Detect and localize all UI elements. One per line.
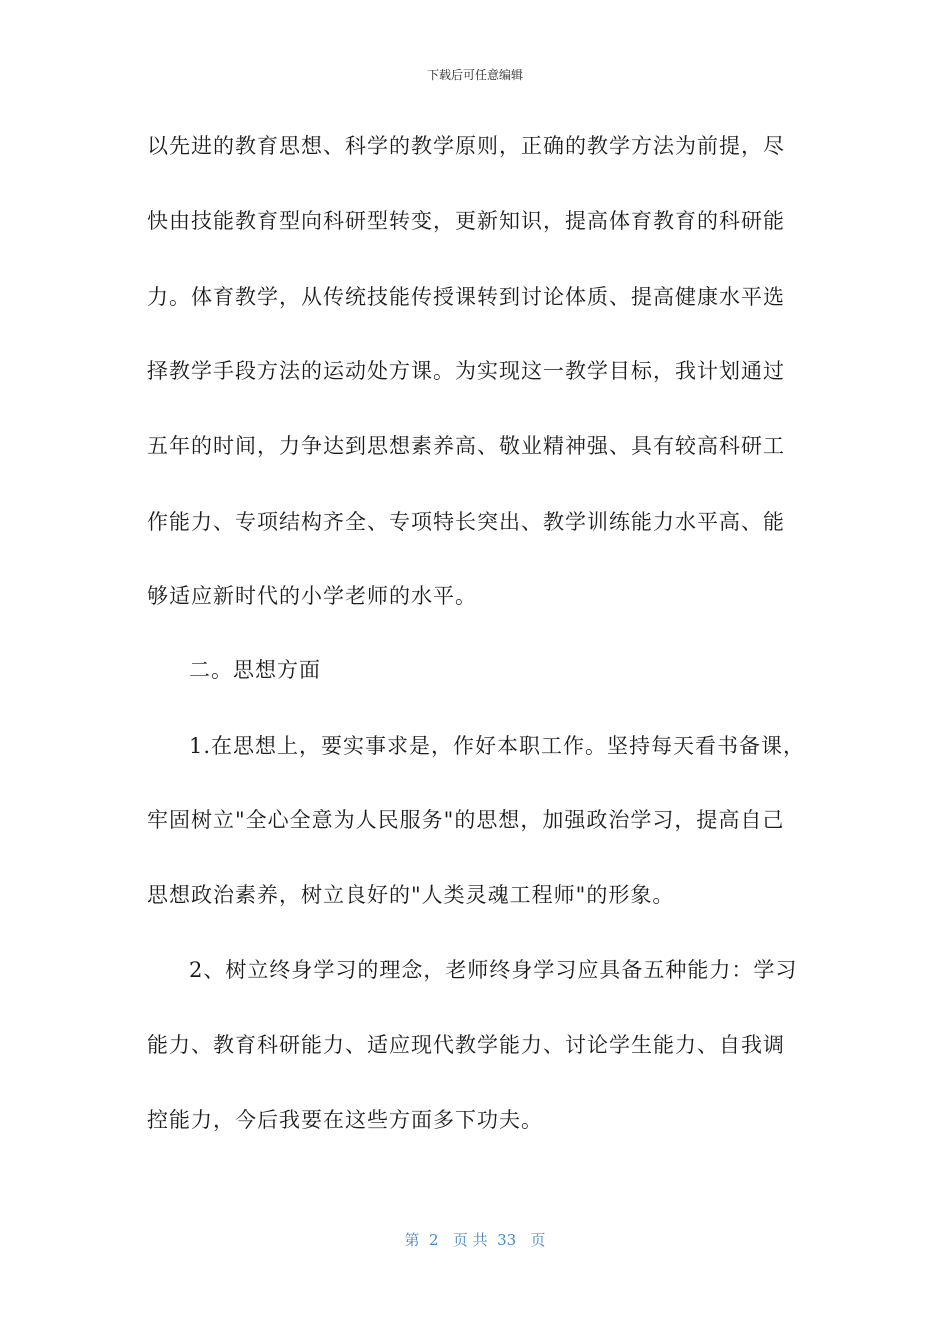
text-line: 五年的时间，力争达到思想素养高、敬业精神强、具有较高科研工 — [147, 434, 785, 458]
text-line: 够适应新时代的小学老师的水平。 — [147, 584, 477, 608]
section-heading: 二。思想方面 — [189, 658, 321, 682]
text-line: 2、树立终身学习的理念，老师终身学习应具备五种能力：学习 — [189, 958, 798, 982]
text-line: 1.在思想上，要实事求是，作好本职工作。坚持每天看书备课， — [189, 734, 806, 758]
text-line: 控能力，今后我要在这些方面多下功夫。 — [147, 1108, 543, 1132]
text-line: 思想政治素养，树立良好的"人类灵魂工程师"的形象。 — [147, 883, 675, 907]
page-header: 下载后可任意编辑 — [426, 68, 523, 82]
text-line: 作能力、专项结构齐全、专项特长突出、教学训练能力水平高、能 — [147, 510, 785, 534]
text-line: 牢固树立"全心全意为人民服务"的思想，加强政治学习，提高自己 — [147, 808, 785, 832]
text-line: 以先进的教育思想、科学的教学原则，正确的教学方法为前提，尽 — [147, 134, 785, 158]
page-footer: 第 2 页 共 33 页 — [404, 1231, 546, 1249]
text-line: 快由技能教育型向科研型转变，更新知识，提高体育教育的科研能 — [147, 209, 785, 233]
text-line: 力。体育教学，从传统技能传授课转到讨论体质、提高健康水平选 — [147, 285, 785, 309]
text-line: 能力、教育科研能力、适应现代教学能力、讨论学生能力、自我调 — [147, 1033, 785, 1057]
text-line: 择教学手段方法的运动处方课。为实现这一教学目标，我计划通过 — [147, 359, 785, 383]
